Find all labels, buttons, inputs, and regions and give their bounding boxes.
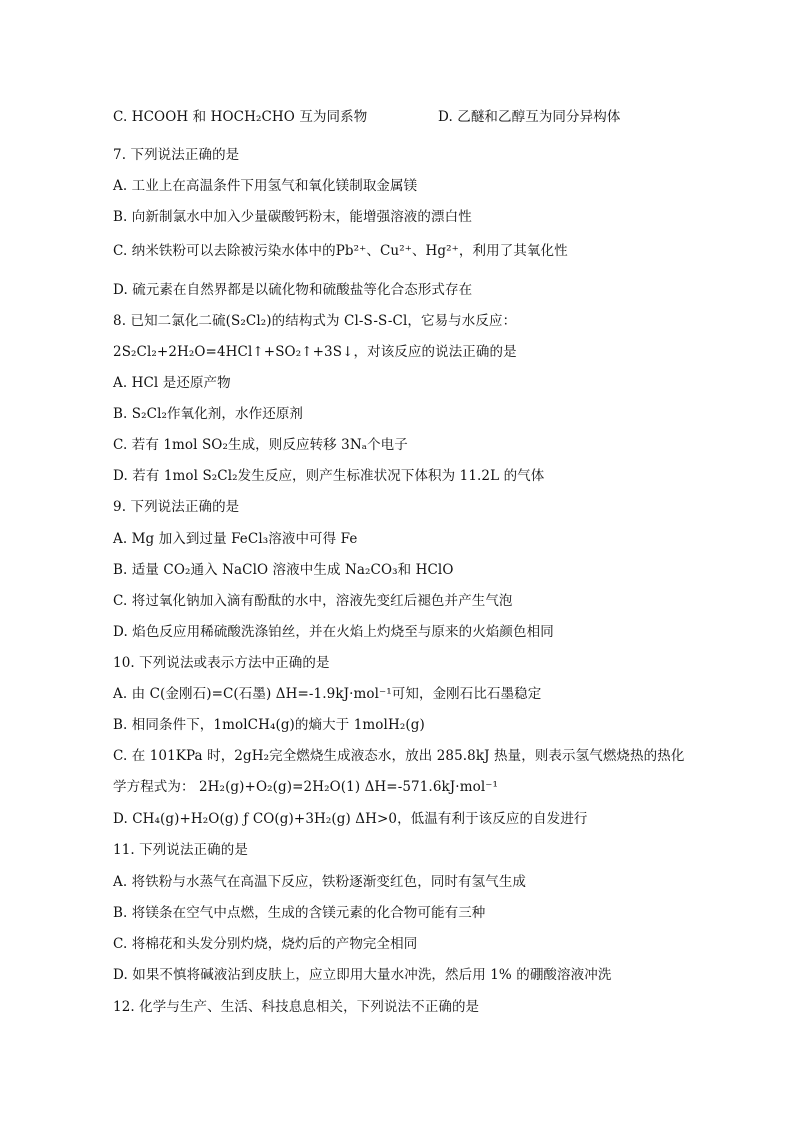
q10-stem: 10. 下列说法或表示方法中正确的是 [113,655,330,671]
q8-option-b: B. S₂Cl₂作氧化剂，水作还原剂 [113,406,304,422]
q9-stem: 9. 下列说法正确的是 [113,499,240,515]
q7-option-a: A. 工业上在高温条件下用氢气和氧化镁制取金属镁 [113,178,418,194]
q11-option-c: C. 将棉花和头发分别灼烧，烧灼后的产物完全相同 [113,936,418,952]
q11-option-b: B. 将镁条在空气中点燃，生成的含镁元素的化合物可能有三种 [113,905,486,921]
q6-option-d: D. 乙醚和乙醇互为同分异构体 [438,109,621,125]
q8-option-a: A. HCl 是还原产物 [113,375,231,391]
q9-option-d: D. 焰色反应用稀硫酸洗涤铂丝，并在火焰上灼烧至与原来的火焰颜色相同 [113,624,554,640]
q11-option-d: D. 如果不慎将碱液沾到皮肤上，应立即用大量水冲洗，然后用 1% 的硼酸溶液冲洗 [113,967,612,983]
q9-option-b: B. 适量 CO₂通入 NaClO 溶液中生成 Na₂CO₃和 HClO [113,562,454,578]
q7-stem: 7. 下列说法正确的是 [113,147,240,163]
q12-stem: 12. 化学与生产、生活、科技息息相关，下列说法不正确的是 [113,999,480,1015]
q8-stem: 8. 已知二氯化二硫(S₂Cl₂)的结构式为 Cl-S-S-Cl，它易与水反应： [113,313,517,329]
q8-option-c: C. 若有 1mol SO₂生成，则反应转移 3Nₐ个电子 [113,437,408,453]
q10-option-c-line1: C. 在 101KPa 时，2gH₂完全燃烧生成液态水，放出 285.8kJ 热量，则表示氢气燃烧热的热化 [113,748,685,764]
q8-equation: 2S₂Cl₂+2H₂O=4HCl↑+SO₂↑+3S↓，对该反应的说法正确的是 [113,344,517,360]
q7-option-d: D. 硫元素在自然界都是以硫化物和硫酸盐等化合态形式存在 [113,282,473,298]
q11-option-a: A. 将铁粉与水蒸气在高温下反应，铁粉逐渐变红色，同时有氢气生成 [113,874,527,890]
q7-option-c: C. 纳米铁粉可以去除被污染水体中的Pb²⁺、Cu²⁺、Hg²⁺，利用了其氧化性 [113,243,568,259]
q10-option-c-line2: 学方程式为： 2H₂(g)+O₂(g)=2H₂O(1) ΔH=-571.6kJ·mol⁻¹ [113,779,498,795]
q10-option-a: A. 由 C(金刚石)=C(石墨) ΔH=-1.9kJ·mol⁻¹可知，金刚石比石墨稳定 [113,686,542,702]
q9-option-a: A. Mg 加入到过量 FeCl₃溶液中可得 Fe [113,531,358,547]
q9-option-c: C. 将过氧化钠加入滴有酚酞的水中，溶液先变红后褪色并产生气泡 [113,593,513,609]
q6-option-c: C. HCOOH 和 HOCH₂CHO 互为同系物 [113,109,368,125]
q11-stem: 11. 下列说法正确的是 [113,842,248,858]
q10-option-d: D. CH₄(g)+H₂O(g) ƒ CO(g)+3H₂(g) ΔH>0，低温有利于该反应的自发进行 [113,811,588,827]
q8-option-d: D. 若有 1mol S₂Cl₂发生反应，则产生标准状况下体积为 11.2L 的气体 [113,468,545,484]
q10-option-b: B. 相同条件下，1molCH₄(g)的熵大于 1molH₂(g) [113,717,425,733]
q7-option-b: B. 向新制氯水中加入少量碳酸钙粉末，能增强溶液的漂白性 [113,209,472,225]
